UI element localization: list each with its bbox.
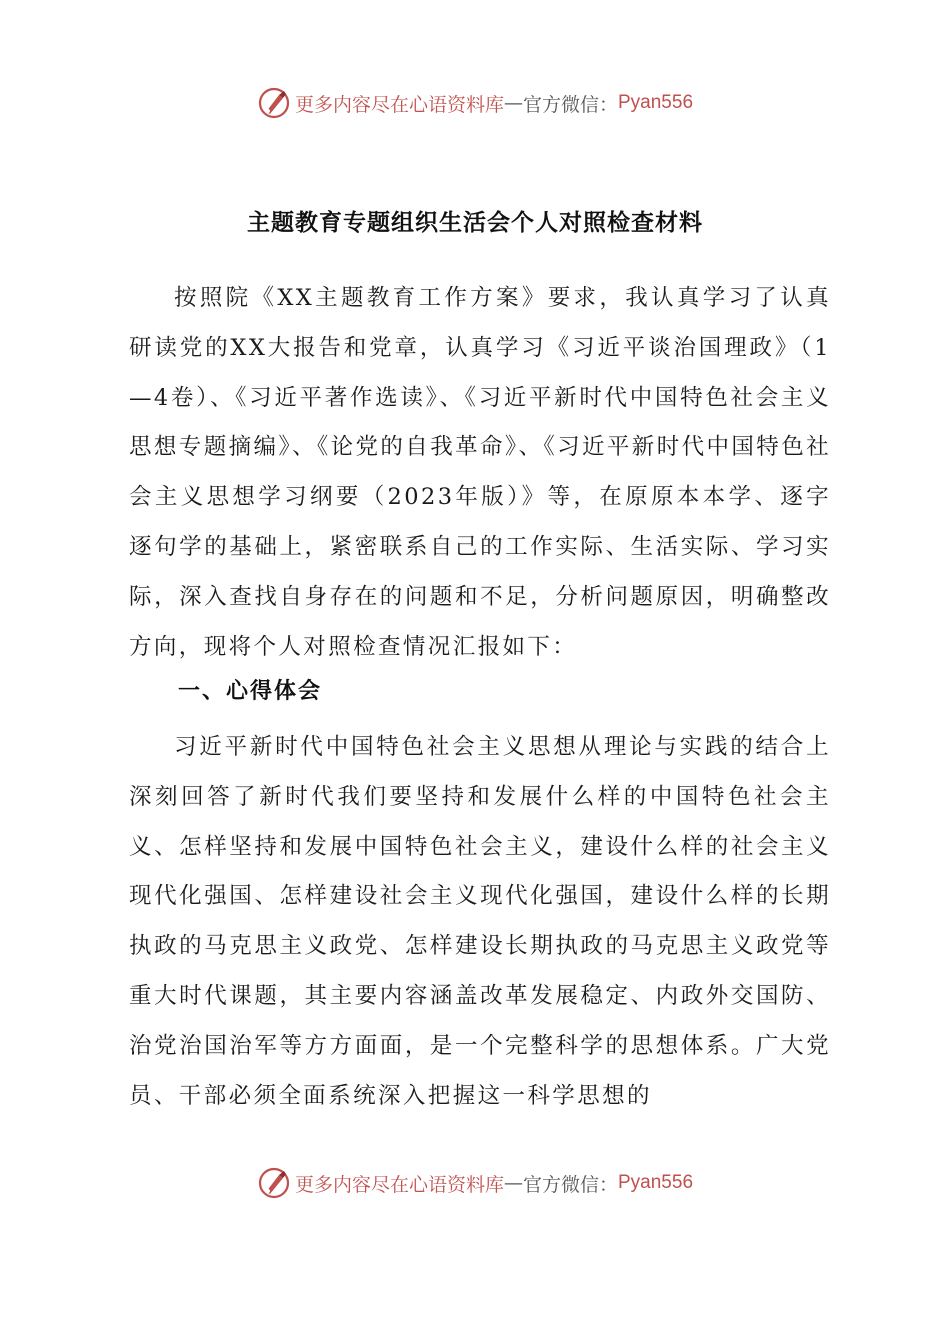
intro-paragraph-block [129, 274, 831, 672]
banner-separator: — [503, 92, 523, 114]
banner-separator: — [503, 1172, 523, 1194]
quill-pen-logo-icon [257, 1166, 291, 1200]
quill-pen-logo-icon [257, 86, 291, 120]
banner-wechat-id: Pyan556 [618, 92, 694, 113]
banner-main-text: 更多内容尽在心语资料库 [294, 93, 504, 116]
header-banner [0, 83, 950, 123]
banner-wechat-id: Pyan556 [618, 1172, 694, 1193]
banner-wechat-label: 官方微信： [522, 93, 618, 116]
section-heading: 一、心得体会 [178, 679, 323, 704]
footer-banner [0, 1163, 950, 1203]
section-paragraph: 习近平新时代中国特色社会主义思想从理论与实践的结合上深刻回答了新时代我们要坚持和发展什么样的中国特色社会主义、怎样坚持和发展中国特色社会主义，建设什么样的社会主义现代化强国、怎样建设社会主义现代化强国，建设什么样的长期执政的马克思主义政党、怎样建设长期执政的马克思主义政党等重大时代课题，其主要内容涵盖改革发展稳定、内政外交国防、治党治国治军等方方面面，是一个完整科学的思想体系。广大党员、干部必须全面系统深入把握这一科学思想的 [129, 734, 831, 1109]
banner-wechat-label: 官方微信： [522, 1173, 618, 1196]
banner-main-text: 更多内容尽在心语资料库 [294, 1173, 504, 1196]
intro-paragraph: 按照院《XX主题教育工作方案》要求，我认真学习了认真研读党的XX大报告和党章，认真学习《习近平谈治国理政》（1—4卷）、《习近平著作选读》、《习近平新时代中国特色社会主义思想专题摘编》、《论党的自我革命》、《习近平新时代中国特色社会主义思想学习纲要（2023年版）》等，在原原本本学、逐字逐句学的基础上，紧密联系自己的工作实际、生活实际、学习实际，深入查找自身存在的问题和不足，分析问题原因，明确整改方向，现将个人对照检查情况汇报如下： [129, 285, 832, 660]
section-paragraph-block [129, 723, 831, 1121]
document-title: 主题教育专题组织生活会个人对照检查材料 [247, 210, 703, 236]
